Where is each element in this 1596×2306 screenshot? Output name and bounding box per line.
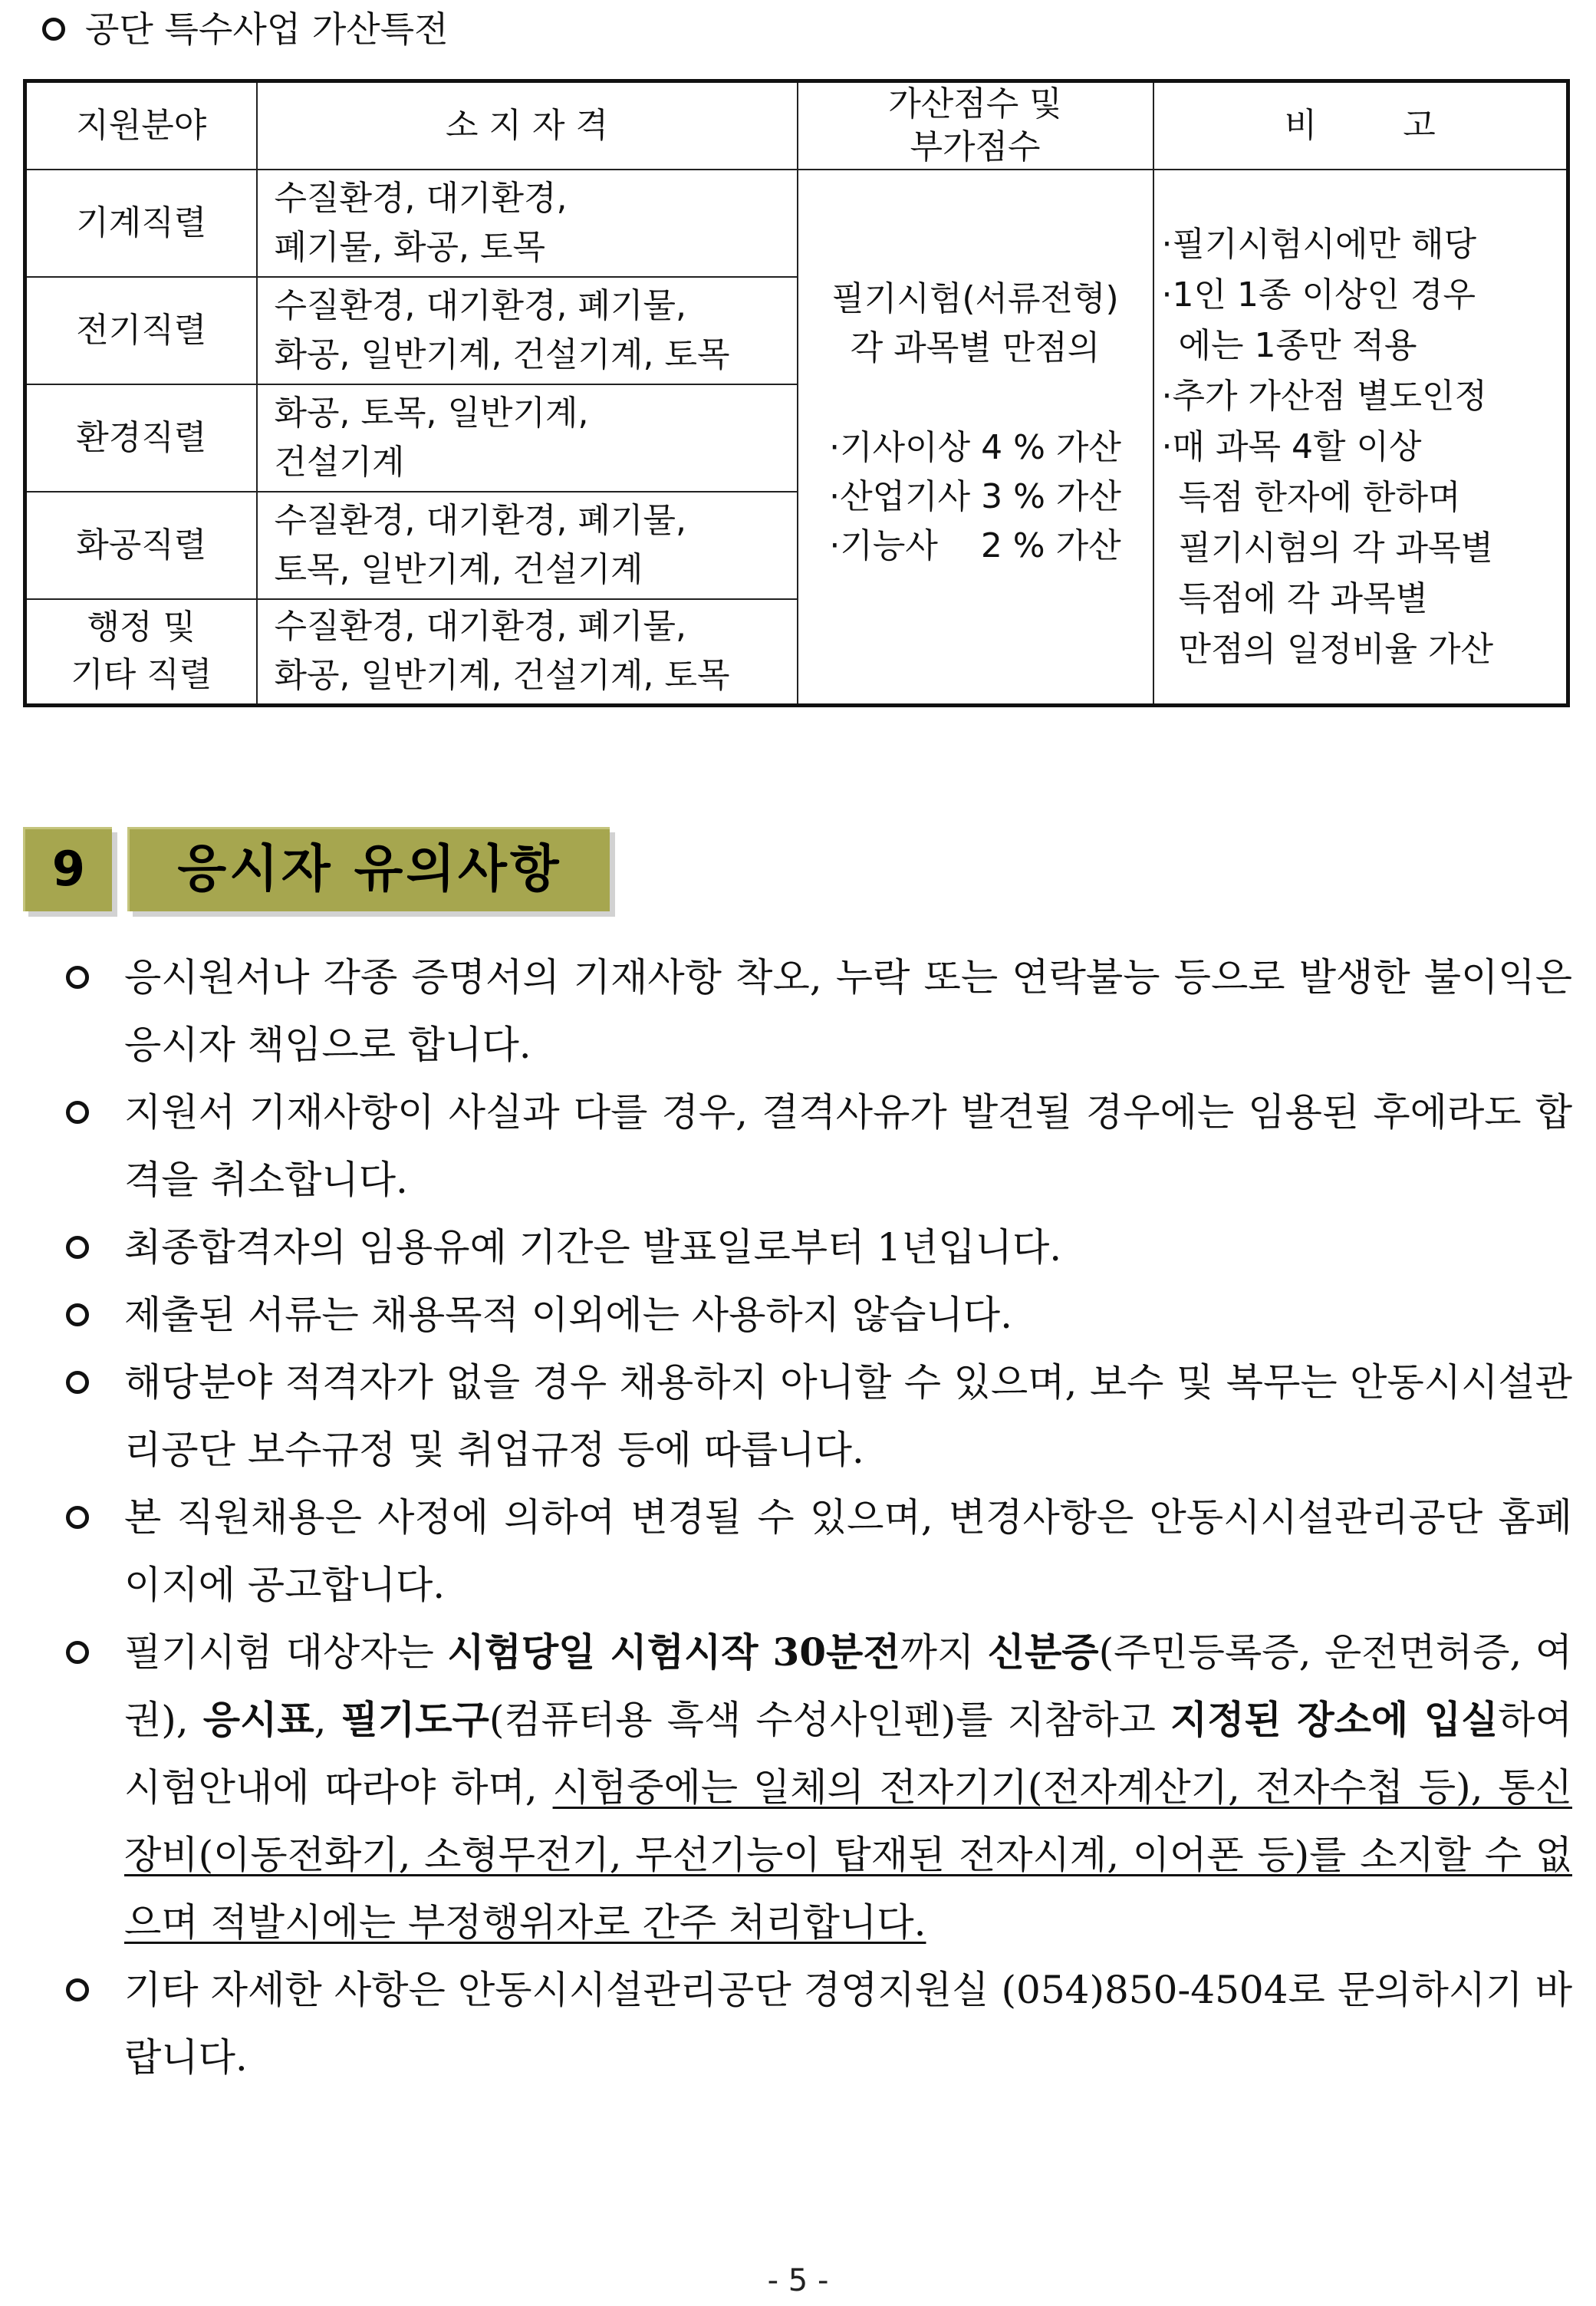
header-field: 지원분야 bbox=[25, 81, 257, 170]
field-name: 전기직렬 bbox=[76, 311, 207, 350]
list-item bbox=[61, 1956, 1572, 2091]
circle-bullet-icon bbox=[66, 1371, 89, 1394]
notice-text: 본 직원채용은 사정에 의하여 변경될 수 있으며, 변경사항은 안동시시설관리공단 홈페이지에 공고합니다. bbox=[124, 1495, 1572, 1607]
remark-line: ·1인 1종 이상인 경우 bbox=[1161, 275, 1476, 315]
cert-line: 수질환경, 대기환경, 폐기물, bbox=[274, 286, 686, 325]
field-name: 환경직렬 bbox=[76, 418, 207, 457]
circle-bullet-icon bbox=[66, 1641, 89, 1664]
remark-line: 득점 한자에 한하며 bbox=[1178, 478, 1461, 517]
cert-cell bbox=[257, 599, 798, 705]
cert-cell bbox=[257, 170, 798, 277]
field-name: 화공직렬 bbox=[76, 525, 207, 565]
circle-bullet-icon bbox=[66, 1506, 89, 1529]
notice-text: 지원서 기재사항이 사실과 다를 경우, 결격사유가 발견될 경우에는 임용된 후에라도 합격을 취소합니다. bbox=[124, 1090, 1572, 1202]
notice-text: 응시원서나 각종 증명서의 기재사항 착오, 누락 또는 연락불능 등으로 발생한 불이익은 응시자 책임으로 합니다. bbox=[124, 955, 1572, 1067]
remark-cell bbox=[1153, 170, 1568, 705]
cert-line: 화공, 토목, 일반기계, bbox=[274, 394, 589, 433]
bonus-points-table bbox=[23, 79, 1570, 707]
cert-cell bbox=[257, 277, 798, 384]
notice-bold-part: 응시표 bbox=[202, 1697, 314, 1742]
notice-bold-part: 시험당일 시험시작 30분전 bbox=[447, 1629, 900, 1675]
circle-bullet-icon bbox=[66, 1101, 89, 1124]
cert-line: 토목, 일반기계, 건설기계 bbox=[274, 550, 643, 589]
circle-bullet-icon bbox=[66, 1303, 89, 1326]
notice-text: 해당분야 적격자가 없을 경우 채용하지 아니할 수 있으며, 보수 및 복무는 안동시시설관리공단 보수규정 및 취업규정 등에 따릅니다. bbox=[124, 1360, 1572, 1472]
cert-line: 화공, 일반기계, 건설기계, 토목 bbox=[274, 335, 730, 374]
header-cert: 소 지 자 격 bbox=[257, 81, 798, 170]
list-item bbox=[61, 944, 1572, 1079]
field-cell bbox=[25, 384, 257, 492]
cert-line: 화공, 일반기계, 건설기계, 토목 bbox=[274, 656, 730, 696]
circle-bullet-icon bbox=[42, 18, 65, 41]
circle-bullet-icon bbox=[66, 1236, 89, 1259]
notice-text-part: 필기시험 대상자는 bbox=[124, 1630, 448, 1675]
list-item bbox=[61, 1079, 1572, 1214]
bonus-section-title-text: 공단 특수사업 가산특전 bbox=[85, 8, 449, 50]
field-cell bbox=[25, 277, 257, 384]
notice-text: 제출된 서류는 채용목적 이외에는 사용하지 않습니다. bbox=[124, 1293, 1012, 1337]
list-item bbox=[61, 1484, 1572, 1619]
field-name: 행정 및 bbox=[87, 608, 196, 647]
score-line: ·기능사 2 % 가산 bbox=[829, 526, 1121, 565]
cert-line: 수질환경, 대기환경, bbox=[274, 179, 568, 218]
circle-bullet-icon bbox=[66, 1978, 89, 2001]
remark-line: 에는 1종만 적용 bbox=[1178, 326, 1417, 365]
header-score-line1: 가산점수 및 bbox=[888, 84, 1062, 124]
notice-text bbox=[124, 1630, 1572, 1945]
score-line: ·기사이상 4 % 가산 bbox=[829, 428, 1121, 467]
bonus-section-heading bbox=[42, 6, 449, 52]
cert-line: 수질환경, 대기환경, 폐기물, bbox=[274, 607, 686, 647]
remark-line: 필기시험의 각 과목별 bbox=[1178, 529, 1494, 568]
remark-line: 득점에 각 과목별 bbox=[1178, 579, 1428, 618]
score-line: ·산업기사 3 % 가산 bbox=[829, 477, 1121, 516]
notice-text-part: 하여 시험안내에 따라야 하며, bbox=[124, 1698, 1572, 1810]
header-score bbox=[798, 81, 1153, 170]
cert-cell bbox=[257, 384, 798, 492]
cert-cell bbox=[257, 492, 798, 599]
table-header-row bbox=[25, 81, 1568, 170]
section-title: 응시자 유의사항 bbox=[127, 827, 610, 911]
notice-bold-part: 필기도구 bbox=[341, 1697, 489, 1742]
remark-line: 만점의 일정비율 가산 bbox=[1178, 630, 1494, 669]
list-item bbox=[61, 1214, 1572, 1281]
field-cell bbox=[25, 492, 257, 599]
field-name: 기타 직렬 bbox=[71, 655, 212, 695]
cert-line: 건설기계 bbox=[274, 443, 405, 482]
list-item bbox=[61, 1619, 1572, 1956]
section-number-badge: 9 bbox=[23, 827, 112, 911]
list-item bbox=[61, 1281, 1572, 1349]
header-remark: 비 고 bbox=[1153, 81, 1568, 170]
notice-underlined-part: 시험중에는 일체의 전자기기(전자계산기, 전자수첩 등), 통신장비(이동전화기, 소형무전기, 무선기능이 탑재된 전자시계, 이어폰 등)를 소지할 수 없으며 적발시에는 부정행위자로 간주 처리합니다. bbox=[124, 1765, 1573, 1945]
score-cell bbox=[798, 170, 1153, 705]
field-cell bbox=[25, 599, 257, 705]
notice-text-part: , bbox=[314, 1698, 341, 1742]
score-line: 각 과목별 만점의 bbox=[850, 328, 1101, 367]
remark-line: ·추가 가산점 별도인정 bbox=[1161, 377, 1487, 416]
notice-bold-part: 신분증 bbox=[987, 1629, 1099, 1675]
notice-list bbox=[61, 944, 1572, 2091]
remark-line: ·매 과목 4할 이상 bbox=[1161, 427, 1422, 466]
notice-text: 최종합격자의 임용유예 기간은 발표일로부터 1년입니다. bbox=[124, 1225, 1062, 1270]
notice-text-part: (주민등록증, 운전면허증, 여권), bbox=[124, 1630, 1572, 1742]
notice-text-part: (컴퓨터용 흑색 수성사인펜)를 지참하고 bbox=[489, 1698, 1170, 1742]
field-name: 기계직렬 bbox=[76, 203, 207, 242]
cert-line: 수질환경, 대기환경, 폐기물, bbox=[274, 501, 686, 540]
notice-bold-part: 지정된 장소에 입실 bbox=[1170, 1697, 1499, 1742]
table-row bbox=[25, 170, 1568, 277]
score-line: 필기시험(서류전형) bbox=[831, 279, 1119, 318]
cert-line: 폐기물, 화공, 토목 bbox=[274, 228, 545, 267]
remark-line: ·필기시험시에만 해당 bbox=[1161, 225, 1477, 264]
page-number: - 5 - bbox=[767, 2263, 829, 2298]
field-cell bbox=[25, 170, 257, 277]
notice-text: 기타 자세한 사항은 안동시시설관리공단 경영지원실 (054)850-4504로 문의하시기 바랍니다. bbox=[124, 1968, 1572, 2080]
notice-text-part: 까지 bbox=[900, 1630, 988, 1675]
circle-bullet-icon bbox=[66, 966, 89, 989]
list-item bbox=[61, 1349, 1572, 1484]
header-score-line2: 부가점수 bbox=[910, 127, 1041, 166]
